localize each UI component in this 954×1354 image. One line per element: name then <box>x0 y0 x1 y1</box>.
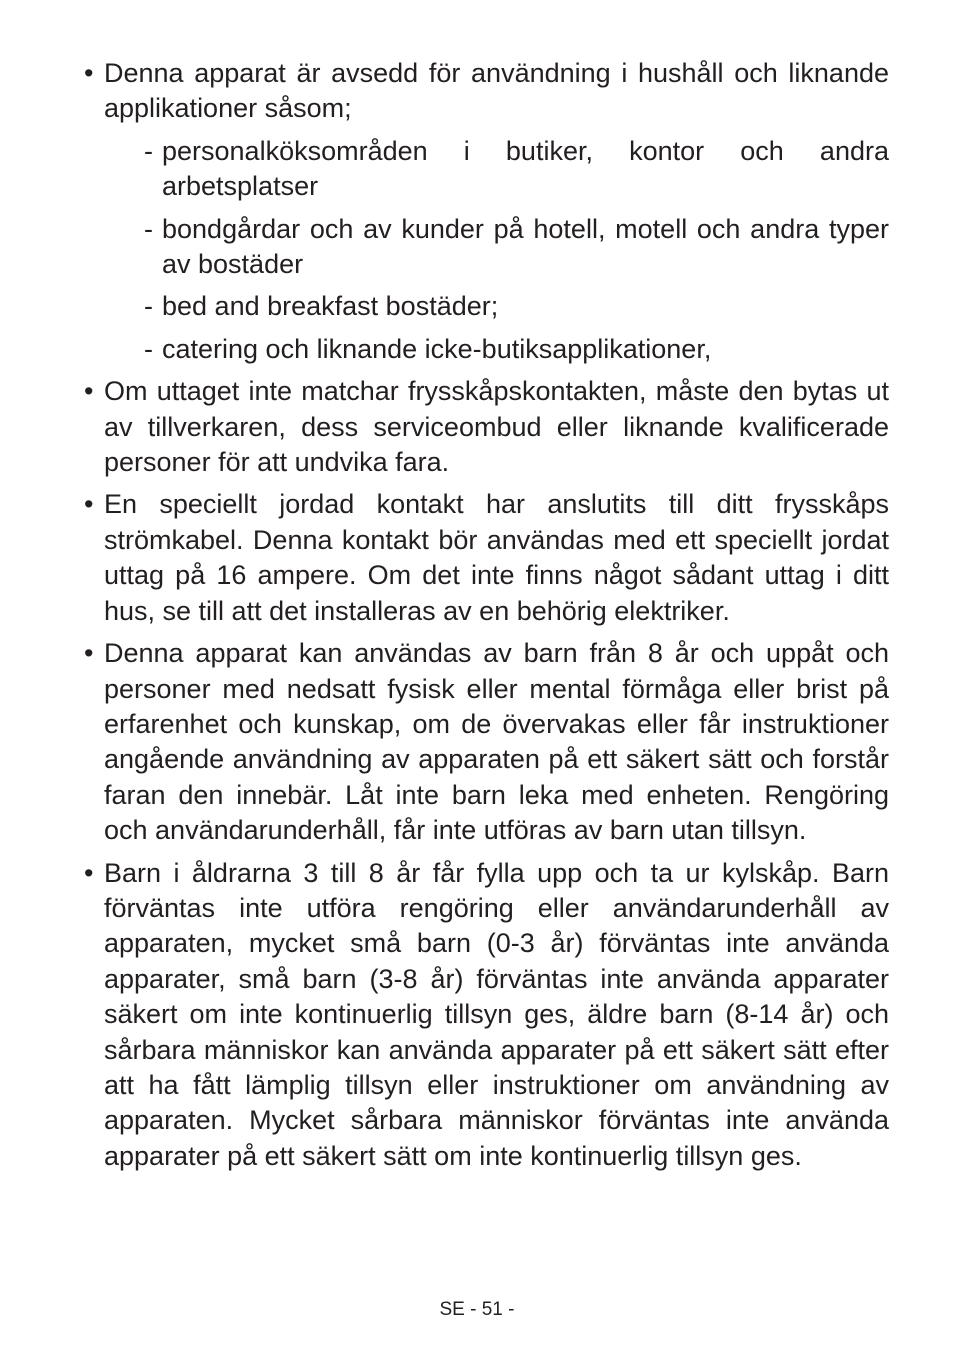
page-number: SE - 51 - <box>439 1299 515 1320</box>
bullet-marker: • <box>84 857 94 888</box>
bullet-text: Barn i åldrarna 3 till 8 år får fylla upp och ta ur kylskåp. Barn förväntas inte utföra rengöring eller användarunderhåll av apparaten, mycket små barn (0-3 år) förväntas inte använda apparater, små barn (3-8 år) förväntas inte använda apparater säkert om inte kontinuerlig tillsyn ges, äldre barn (8-14 år) och sårbara människor kan använda apparater på ett säkert sätt efter att ha fått lämplig tillsyn eller instruktioner om användning av apparaten. Mycket sårbara människor förväntas inte använda apparater på ett säkert sätt om inte kontinuerlig tillsyn ges. <box>104 857 889 1171</box>
dash-marker: - <box>144 333 153 364</box>
sub-item-text: bondgårdar och av kunder på hotell, motell och andra typer av bostäder <box>162 213 889 280</box>
bullet-item-children-supervision <box>84 636 889 848</box>
bullet-item-household-use <box>84 56 889 367</box>
bullet-marker: • <box>84 376 94 407</box>
sub-item-bed-and-breakfast <box>104 289 889 324</box>
dash-marker: - <box>144 135 153 166</box>
bullet-text: Denna apparat är avsedd för användning i hushåll och liknande applikationer såsom; <box>104 58 889 124</box>
sub-list <box>104 134 889 367</box>
sub-item-text: personalköksområden i butiker, kontor och andra arbetsplatser <box>162 135 889 202</box>
sub-item-catering <box>104 332 889 367</box>
bullet-text: En speciellt jordad kontakt har anslutits till ditt frysskåps strömkabel. Denna kontakt bör användas med ett speciellt jordat uttag på 16 ampere. Om det inte finns något sådant uttag i ditt hus, se till att det installeras av en behörig elektriker. <box>104 489 889 626</box>
sub-item-farms-hotels <box>104 212 889 283</box>
bullet-marker: • <box>84 489 94 520</box>
bullet-item-outlet-replacement <box>84 374 889 480</box>
bullet-marker: • <box>84 58 94 88</box>
dash-marker: - <box>144 213 153 244</box>
bullet-text: Denna apparat kan användas av barn från 8 år och uppåt och personer med nedsatt fysisk eller mental förmåga eller brist på erfarenhet och kunskap, om de övervakas eller får instruktioner angående användning av apparaten på ett säkert sätt och forstår faran den innebär. Låt inte barn leka med enheten. Rengöring och användarunderhåll, får inte utföras av barn utan tillsyn. <box>104 638 889 846</box>
bullet-item-children-ages <box>84 856 889 1175</box>
sub-item-text: bed and breakfast bostäder; <box>162 291 499 322</box>
bullet-marker: • <box>84 638 94 669</box>
sub-item-staff-kitchens <box>104 134 889 205</box>
bullet-item-grounded-plug <box>84 487 889 629</box>
sub-item-text: catering och liknande icke-butiksapplikationer, <box>162 333 712 364</box>
document-body <box>84 56 889 1181</box>
dash-marker: - <box>144 291 153 322</box>
bullet-text: Om uttaget inte matchar frysskåpskontakten, måste den bytas ut av tillverkaren, dess serviceombud eller liknande kvalificerade personer för att undvika fara. <box>104 376 889 478</box>
